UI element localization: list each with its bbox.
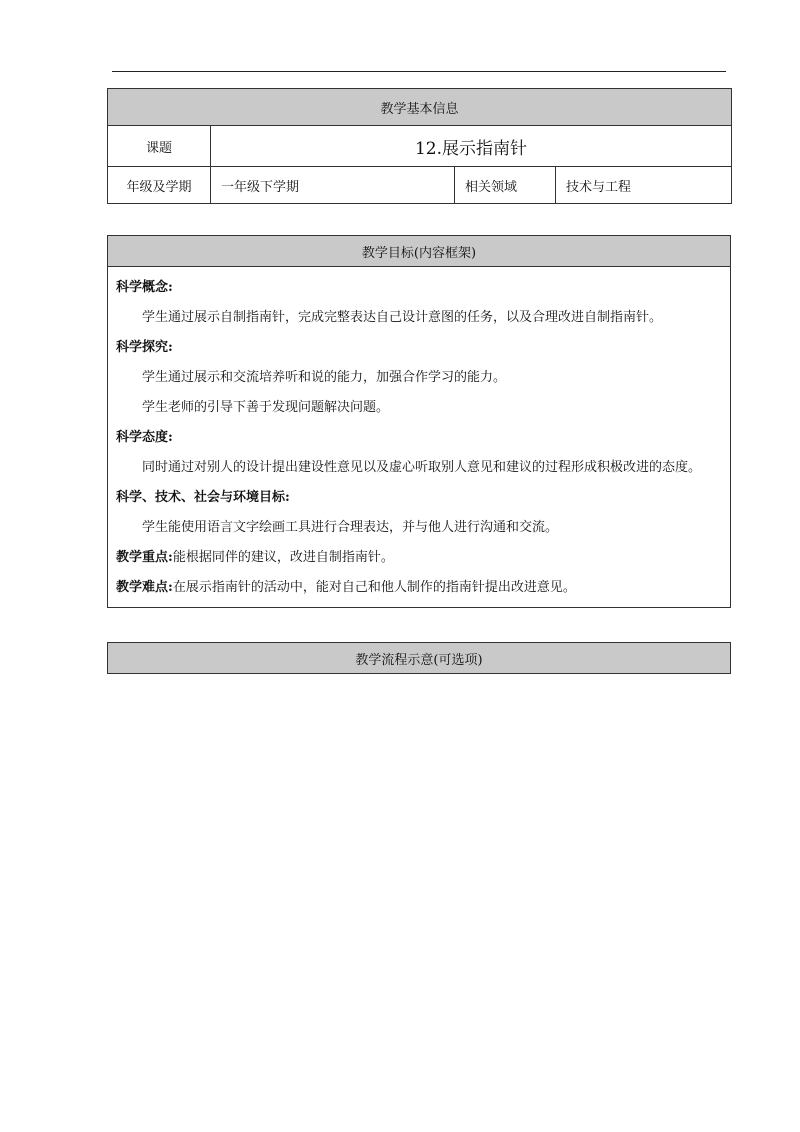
inquiry-text-1: 学生通过展示和交流培养听和说的能力，加强合作学习的能力。 xyxy=(142,370,507,385)
goals-body xyxy=(108,267,731,608)
attitude-title: 科学态度: xyxy=(116,430,173,445)
difficult-title: 教学难点: xyxy=(116,580,173,595)
difficult-point xyxy=(116,573,722,603)
domain-label: 相关领域 xyxy=(455,167,556,204)
topic-value: 12.展示指南针 xyxy=(211,126,732,167)
key-title: 教学重点: xyxy=(116,550,173,565)
flow-table xyxy=(107,642,731,674)
basic-info-header: 教学基本信息 xyxy=(108,89,732,126)
inquiry-title: 科学探究: xyxy=(116,340,173,355)
flow-header: 教学流程示意(可选项) xyxy=(108,643,731,674)
goals-table xyxy=(107,235,731,608)
key-text: 能根据同伴的建议，改进自制指南针。 xyxy=(172,550,394,565)
concept-text: 学生通过展示自制指南针，完成完整表达自己设计意图的任务，以及合理改进自制指南针。 xyxy=(142,310,663,325)
difficult-text: 在展示指南针的活动中，能对自己和他人制作的指南针提出改进意见。 xyxy=(172,580,576,595)
inquiry-text-2: 学生老师的引导下善于发现问题解决问题。 xyxy=(142,400,390,415)
grade-value: 一年级下学期 xyxy=(211,167,455,204)
basic-info-table xyxy=(107,88,732,204)
domain-value: 技术与工程 xyxy=(556,167,732,204)
attitude-text: 同时通过对别人的设计提出建设性意见以及虚心听取别人意见和建议的过程形成积极改进的态度。 xyxy=(142,460,702,475)
grade-label: 年级及学期 xyxy=(108,167,211,204)
header-rule xyxy=(112,71,726,72)
stse-text: 学生能使用语言文字绘画工具进行合理表达，并与他人进行沟通和交流。 xyxy=(142,520,559,535)
key-point xyxy=(116,543,722,573)
goals-header: 教学目标(内容框架) xyxy=(108,236,731,267)
topic-label: 课题 xyxy=(108,126,211,167)
stse-title: 科学、技术、社会与环境目标: xyxy=(116,490,290,505)
concept-title: 科学概念: xyxy=(116,280,173,295)
